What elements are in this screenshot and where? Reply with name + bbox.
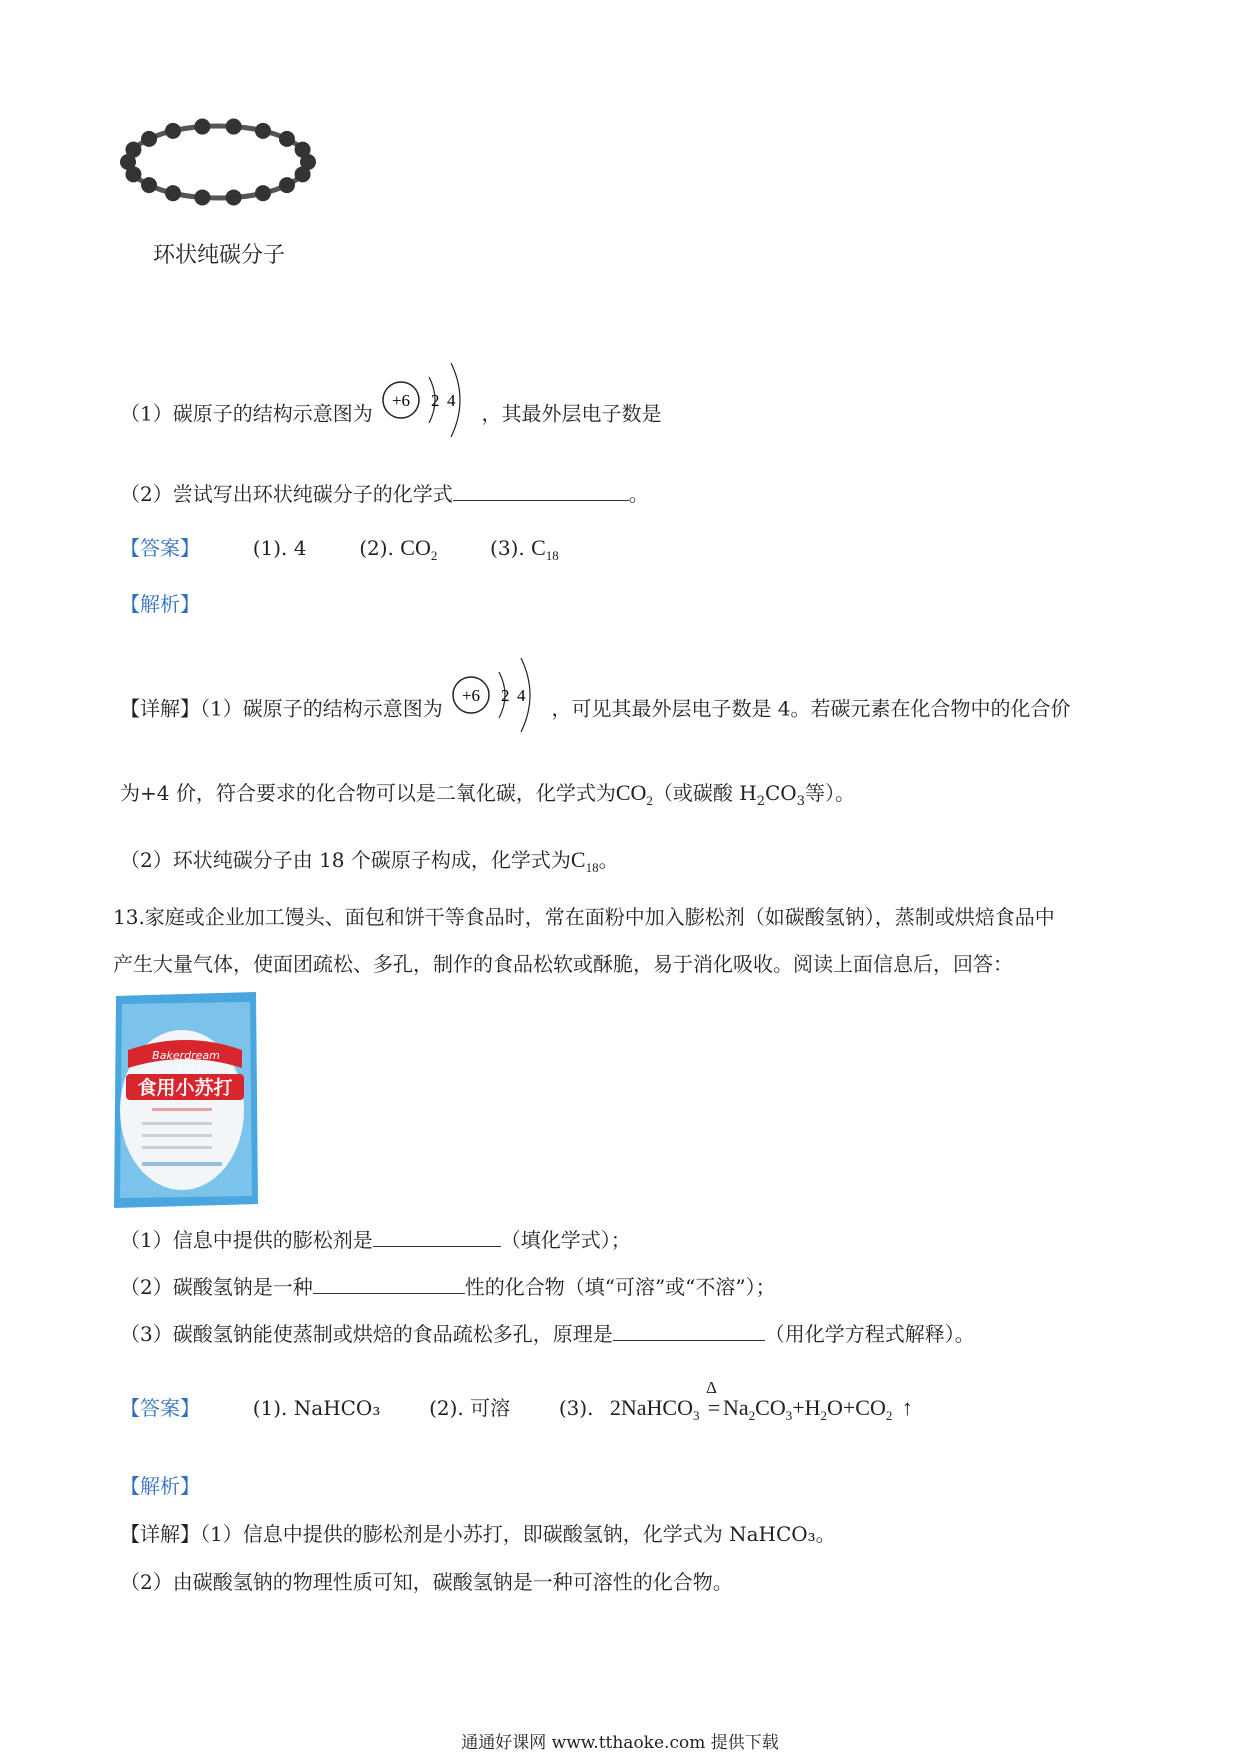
chemical-equation: 2NaHCO$_3$ Δ = $Na_2CO_3+H_2O+CO_2$ ↑	[609, 1378, 913, 1423]
ring-carbon-molecule-image	[118, 110, 318, 225]
baking-soda-package-image	[112, 990, 260, 1210]
package-brand-cn: 百钻	[178, 1064, 194, 1073]
carbon-atom	[279, 131, 295, 147]
package-brand: Bakerdream	[152, 1049, 220, 1062]
carbon-atom	[194, 189, 210, 205]
q13-part1: （1）信息中提供的膨松剂是 （填化学式）；	[120, 1228, 631, 1252]
answer-blank[interactable]	[453, 482, 629, 501]
q13-detail-2: （2）由碳酸氢钠的物理性质可知，碳酸氢钠是一种可溶性的化合物。	[120, 1570, 733, 1594]
carbon-atom	[226, 119, 242, 135]
atom-shell2: 4	[517, 686, 526, 705]
atom-nucleus: +6	[392, 391, 411, 410]
answer-tag: 【答案】	[120, 1396, 200, 1420]
atom-shell1: 2	[501, 686, 510, 705]
ring-caption: 环状纯碳分子	[153, 243, 286, 268]
carbon-atom	[295, 142, 311, 158]
q12-part1: （1）碳原子的结构示意图为 +6 2 4 ，其最外层电子数是	[120, 385, 661, 445]
carbon-atom	[141, 177, 157, 193]
carbon-atom	[194, 119, 210, 135]
q12-detail-3: （2）环状纯碳分子由 18 个碳原子构成，化学式为$C_{18}$。	[120, 847, 619, 875]
carbon-atom-structure-diagram	[379, 355, 475, 445]
q13-stem-line1: 13.家庭或企业加工馒头、面包和饼干等食品时，常在面粉中加入膨松剂（如碳酸氢钠），蒸制或烘焙食品中	[113, 905, 1055, 929]
carbon-atom	[255, 185, 271, 201]
package-product-name: 食用小苏打	[137, 1077, 233, 1099]
carbon-atom	[226, 189, 242, 205]
atom-nucleus: +6	[462, 686, 481, 705]
q13-analysis-tag: 【解析】	[120, 1474, 200, 1498]
q12-answer: 【答案】 (1). 4 (2). $CO_2$ (3). $C_{18}$	[120, 535, 559, 563]
footer: 通通好课网 www.tthaoke.com 提供下载	[461, 1733, 779, 1753]
carbon-atom	[165, 123, 181, 139]
answer-blank[interactable]	[373, 1228, 501, 1247]
q12-analysis-tag: 【解析】	[120, 592, 200, 616]
q12-detail-2: 为+4 价，符合要求的化合物可以是二氧化碳，化学式为$CO_2$（或碳酸 $H_2CO_3$等）。	[120, 780, 855, 809]
q13-detail-1: 【详解】（1）信息中提供的膨松剂是小苏打，即碳酸氢钠，化学式为 NaHCO₃。	[120, 1522, 836, 1546]
carbon-atom	[141, 131, 157, 147]
carbon-atom	[295, 166, 311, 182]
carbon-atom	[279, 177, 295, 193]
atom-shell2: 4	[447, 391, 456, 410]
q13-stem-line2: 产生大量气体，使面团疏松、多孔，制作的食品松软或酥脆，易于消化吸收。阅读上面信息后，回答：	[113, 952, 1013, 976]
q12-part2: （2）尝试写出环状纯碳分子的化学式 。	[120, 482, 649, 506]
q12-detail-1: 【详解】（1）碳原子的结构示意图为 +6 2 4 ，可见其最外层电子数是 4。若碳元素在化合物中的化合价	[120, 680, 1071, 740]
answer-tag: 【答案】	[120, 536, 200, 560]
answer-blank[interactable]	[613, 1322, 765, 1341]
carbon-atom	[125, 142, 141, 158]
q13-answer: 【答案】 (1). NaHCO₃ (2). 可溶 (3). 2NaHCO$_3$ Δ = $Na_2CO_3+H_2O+CO_2$ ↑	[120, 1378, 913, 1423]
carbon-atom	[255, 123, 271, 139]
answer-blank[interactable]	[313, 1275, 465, 1294]
atom-shell1: 2	[431, 391, 440, 410]
q13-part3: （3）碳酸氢钠能使蒸制或烘焙的食品疏松多孔，原理是 （用化学方程式解释）。	[120, 1322, 975, 1346]
q13-part2: （2）碳酸氢钠是一种 性的化合物（填“可溶”或“不溶”）；	[120, 1275, 776, 1299]
carbon-atom	[165, 185, 181, 201]
carbon-atom-structure-diagram	[449, 650, 545, 740]
